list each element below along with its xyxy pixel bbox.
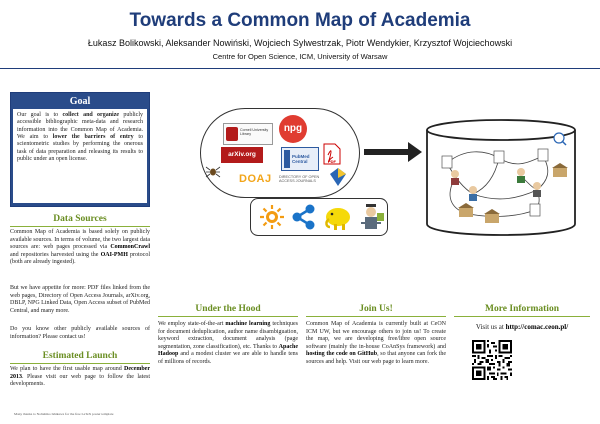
spider-icon (205, 165, 221, 179)
info-title: More Information (485, 304, 559, 314)
text-part: Common Map of Academia is currently built at CeON ICM UW, but we encourage others to join us! To create the map, we are developing free/libre open source software (mainly the in-house CoAnSys framework) and (306, 321, 446, 350)
cornell-logo (223, 123, 273, 145)
text-part: and repositories harvested using the (10, 251, 99, 258)
hood-rule (158, 316, 298, 317)
affiliation: Centre for Open Science, ICM, University of Warsaw (212, 52, 388, 61)
npg-logo: npg (279, 115, 307, 143)
goal-box (10, 92, 150, 207)
text-part: protocol (both are already ingested). (10, 251, 151, 265)
pdf-label: PDF (328, 159, 336, 164)
text-bold: OAI-PMH (100, 251, 128, 258)
arxiv-logo: arXiv.org (221, 147, 263, 163)
pubmed-logo-text: PubMed Central (292, 154, 310, 165)
doaj-subtitle: DIRECTORY OF OPEN ACCESS JOURNALS (279, 175, 320, 184)
goal-text-bold: collect and organize (62, 112, 120, 118)
goal-text-part: to scientometric studies by performing the onerous task of data preparation and releasing its results to public under an open license. (17, 133, 144, 162)
doaj-logo-text: DOAJ (239, 173, 272, 185)
pubmed-logo (281, 147, 319, 171)
goal-text (13, 109, 147, 203)
join-title: Join Us! (359, 304, 393, 314)
text-bold: machine learning (225, 321, 271, 327)
launch-title: Estimated Launch (42, 351, 118, 361)
data-sources-cloud (200, 108, 360, 198)
poster-title: Towards a Common Map of Academia (129, 10, 471, 31)
goal-title: Goal (69, 96, 91, 107)
goal-text-bold: lower the barriers of entry (52, 133, 134, 140)
dblp-logo-icon (329, 167, 347, 187)
text-bold: Apache Hadoop (158, 343, 299, 357)
footnote: Many thanks to Nobuhiko Ishikawa for the free LaTeX poster template (14, 412, 114, 416)
project-url-link[interactable]: http://comac.ceon.pl/ (505, 323, 569, 331)
text-bold: December 2013 (10, 366, 150, 380)
goal-text-part: publicly accessible bibliographic meta-data and research information into the Common Map of Academia. We aim to (17, 112, 144, 140)
sun-logo-icon (259, 204, 285, 230)
goal-text-part: Our goal is to (17, 112, 59, 118)
hadoop-elephant-icon (323, 203, 353, 231)
data-sources-p1 (10, 229, 150, 267)
qr-code[interactable] (472, 340, 512, 380)
data-sources-title: Data Sources (53, 214, 107, 224)
text-bold: CommonCrawl (110, 244, 150, 250)
hood-title: Under the Hood (195, 304, 261, 314)
text-part: . Please visit our web page to follow the latest developments. (10, 373, 150, 387)
cornell-seal-icon (226, 127, 238, 141)
text-part: , so that anyone can fork the sources and help. Visit our web page to learn more. (306, 351, 446, 365)
pdf-file-icon (323, 143, 341, 165)
launch-text (10, 366, 150, 389)
hood-text (158, 321, 298, 366)
cornell-logo-text: Cornell University Library (240, 128, 269, 137)
tools-box (250, 198, 388, 236)
info-rule (454, 316, 590, 317)
text-part: We employ state-of-the-art (158, 321, 224, 327)
text-part: We plan to have the first usable map around (10, 366, 122, 372)
header-rule (0, 68, 600, 69)
text-part: and a modest cluster we are able to handle tens of millions of records. (158, 351, 299, 365)
info-text (454, 323, 590, 332)
join-text (306, 321, 446, 366)
knowledge-database-icon (425, 118, 577, 236)
join-rule (306, 316, 446, 317)
doaj-logo (239, 173, 325, 189)
text-part: techniques for document deduplication, author name disambiguation, keyword extraction, document analysis (page segmentation, zone classification), etc. Thanks to (158, 321, 298, 350)
data-sources-p2: But we have appetite for more: PDF files linked from the web pages, Directory of Open Access Journals, arXiv.org, DBLP, NPG Linked Data, Open Access subset of PubMed Central, and many more. (10, 285, 150, 314)
pubmed-bar-icon (284, 150, 290, 168)
launch-rule (10, 363, 150, 364)
data-sources-p3: Do you know other publicly available sources of information? Please contact us! (10, 326, 150, 340)
text-bold: hosting the code on GitHub (306, 351, 378, 357)
data-sources-rule (10, 226, 150, 227)
share-graph-icon (291, 204, 317, 230)
visit-label: Visit us at (475, 323, 504, 331)
scientist-mascot-icon (357, 203, 385, 233)
flow-arrow-icon (362, 140, 424, 164)
author-list: Łukasz Bolikowski, Aleksander Nowiński, Wojciech Sylwestrzak, Piotr Wendykier, Krzysztof Wojciechowski (87, 38, 513, 48)
text-part: Common Map of Academia is based solely on publicly available sources. In terms of volume, the two largest data sources are: web pages processed via (10, 229, 150, 250)
